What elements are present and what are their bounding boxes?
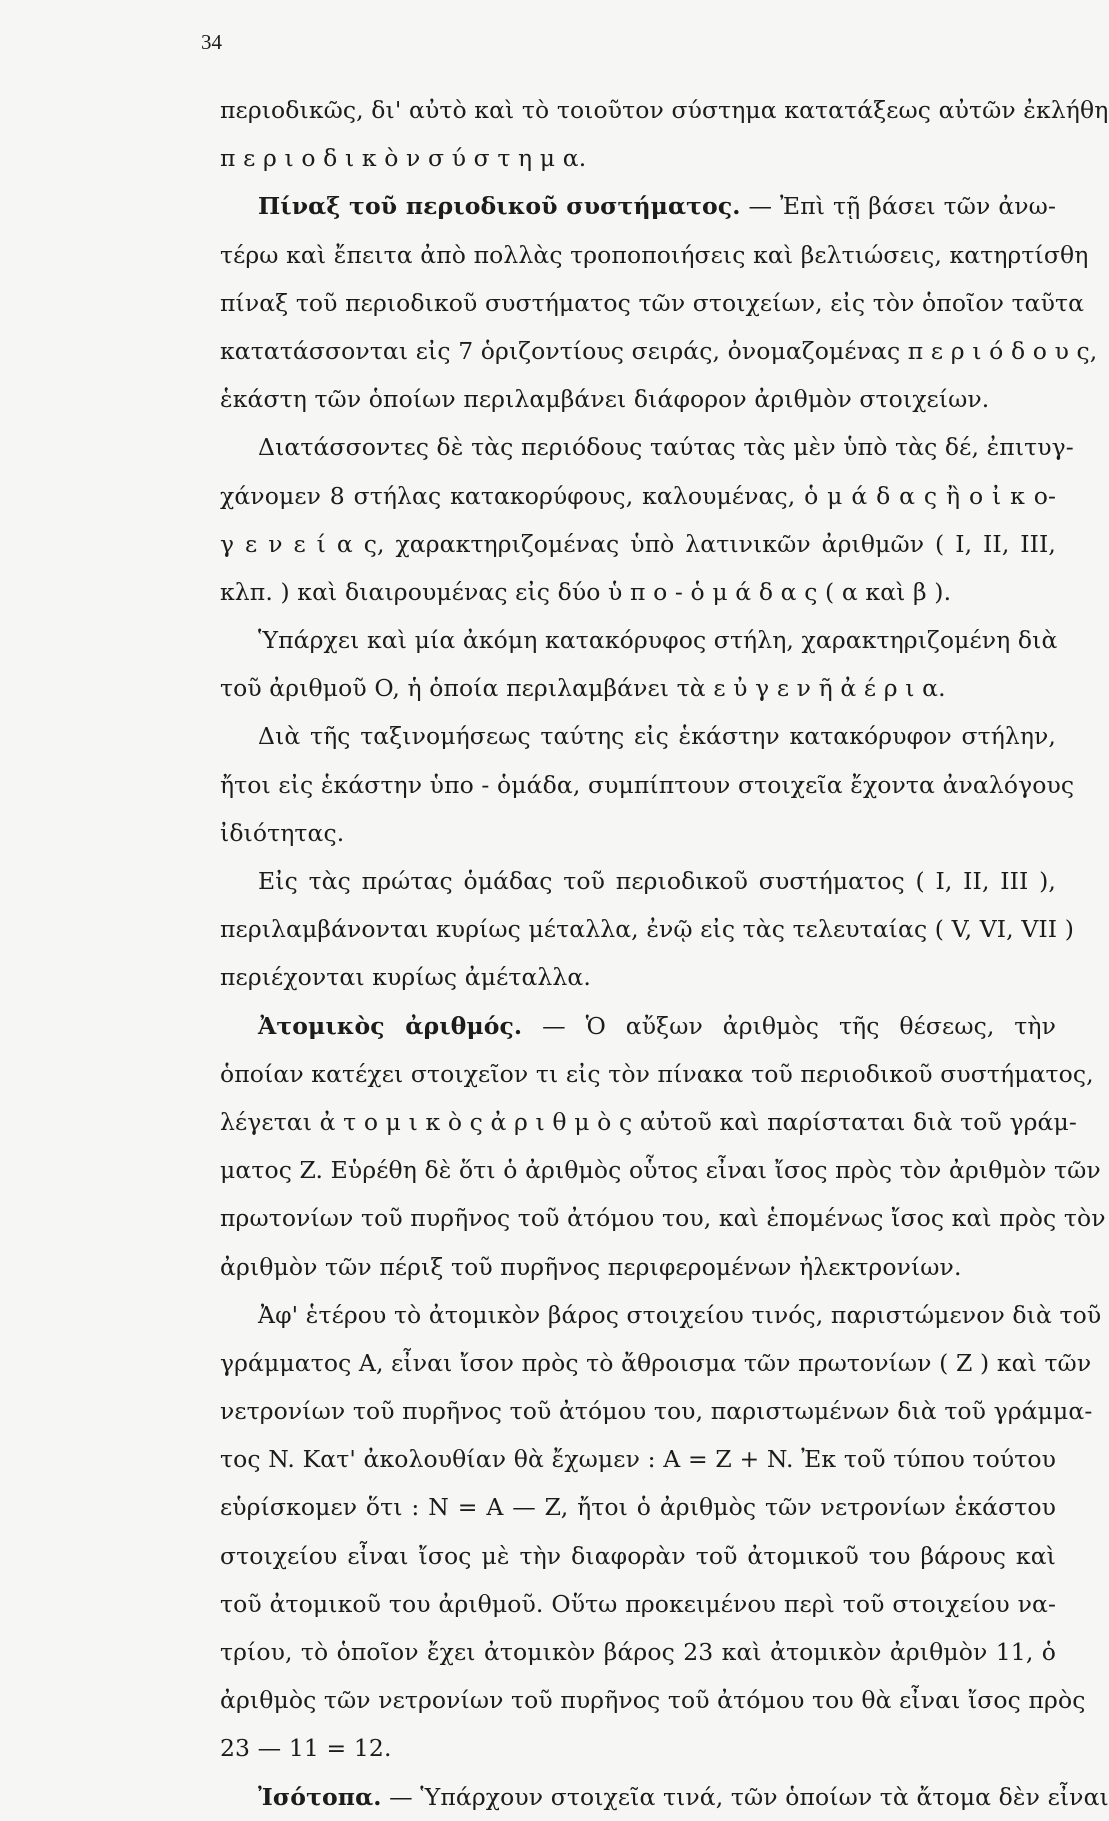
text-line: [220, 1194, 1106, 1242]
text-line: [220, 1580, 1056, 1628]
line-text: κλπ. ) καὶ διαιρουμένας εἰς δύο ὑ π ο - ὁ μ ά δ α ς ( α καὶ β ).: [220, 577, 952, 606]
line-text: τρίου, τὸ ὁποῖον ἔχει ἀτομικὸν βάρος 23 καὶ ἀτομικὸν ἀριθμὸν 11, ὁ: [220, 1638, 1056, 1666]
line-text: τοῦ ἀριθμοῦ O, ἡ ὁποία περιλαμβάνει τὰ ε ὐ γ ε ν ῆ ἀ έ ρ ι α.: [220, 674, 946, 703]
line-text: ματος Z. Εὑρέθη δὲ ὅτι ὁ ἀριθμὸς οὗτος εἶναι ἴσος πρὸς τὸν ἀριθμὸν τῶν: [220, 1156, 1101, 1185]
section-heading: Πίναξ τοῦ περιοδικοῦ συστήματος.: [258, 192, 741, 221]
line-text: Εἰς τὰς πρώτας ὁμάδας τοῦ περιοδικοῦ συστήματος ( I, II, III ),: [258, 867, 1056, 895]
line-text: Διὰ τῆς ταξινομήσεως ταύτης εἰς ἑκάστην κατακόρυφον στήλην,: [258, 722, 1056, 751]
line-text: — Ὑπάρχουν στοιχεῖα τινά, τῶν ὁποίων τὰ ἄτομα δὲν εἶναι: [381, 1782, 1109, 1811]
line-text: στοιχείου εἶναι ἴσος μὲ τὴν διαφορὰν τοῦ ἀτομικοῦ του βάρους καὶ: [220, 1541, 1056, 1570]
text-line: [220, 423, 1074, 471]
body-text: [220, 86, 1109, 1821]
text-line: [220, 520, 1056, 568]
text-line: [220, 1435, 1056, 1483]
line-text: ἀριθμὸς τῶν νετρονίων τοῦ πυρῆνος τοῦ ἀτόμου του θὰ εἶναι ἴσος πρὸς: [220, 1686, 1086, 1715]
line-text: τέρω καὶ ἔπειτα ἀπὸ πολλὰς τροποποιήσεις καὶ βελτιώσεις, κατηρτίσθη: [220, 240, 1089, 269]
line-text: πίναξ τοῦ περιοδικοῦ συστήματος τῶν στοιχείων, εἰς τὸν ὁποῖον ταῦτα: [220, 288, 1085, 317]
line-text: εὑρίσκομεν ὅτι : N = A — Z, ἤτοι ὁ ἀριθμὸς τῶν νετρονίων ἑκάστου: [220, 1493, 1056, 1522]
text-line: [220, 1002, 1056, 1050]
text-line: [220, 86, 1109, 134]
text-line: [220, 1098, 1077, 1146]
text-line: [220, 1483, 1056, 1531]
text-line: [220, 375, 1056, 423]
text-line: [220, 1291, 1102, 1339]
line-text: — Ὁ αὔξων ἀριθμὸς τῆς θέσεως, τὴν: [522, 1011, 1056, 1040]
line-text: τοῦ ἀτομικοῦ του ἀριθμοῦ. Οὕτω προκειμένου περὶ τοῦ στοιχείου να-: [220, 1589, 1056, 1618]
text-line: [220, 1339, 1092, 1387]
text-line: [220, 568, 1056, 616]
section-heading: Ἀτομικὸς ἀριθμός.: [258, 1011, 523, 1040]
text-line: [220, 231, 1089, 279]
line-text: πρωτονίων τοῦ πυρῆνος τοῦ ἀτόμου του, καὶ ἑπομένως ἴσος καὶ πρὸς τὸν: [220, 1204, 1106, 1233]
line-text: κατατάσσονται εἰς 7 ὁριζοντίους σειράς, ὀνομαζομένας π ε ρ ι ό δ ο υ ς,: [220, 336, 1098, 365]
text-line: [220, 279, 1085, 327]
text-line: [220, 857, 1056, 905]
text-line: [220, 905, 1075, 953]
line-text: περιοδικῶς, δι' αὐτὸ καὶ τὸ τοιοῦτον σύστημα κατατάξεως αὐτῶν ἐκλήθη: [220, 96, 1109, 124]
text-line: [220, 1532, 1056, 1580]
text-line: [220, 327, 1098, 375]
line-text: π ε ρ ι ο δ ι κ ὸ ν σ ύ σ τ η μ α.: [220, 144, 587, 173]
text-line: [220, 1724, 1056, 1772]
text-line: [220, 809, 1056, 857]
line-text: λέγεται ἀ τ ο μ ι κ ὸ ς ἀ ρ ι θ μ ὸ ς αὐτοῦ καὶ παρίσταται διὰ τοῦ γράμ-: [220, 1107, 1077, 1136]
text-line: [220, 616, 1056, 664]
line-text: χάνομεν 8 στήλας κατακορύφους, καλουμένας, ὁ μ ά δ α ς ἢ ο ἰ κ ο-: [220, 481, 1056, 510]
line-text: ἀριθμὸν τῶν πέριξ τοῦ πυρῆνος περιφερομένων ἠλεκτρονίων.: [220, 1252, 962, 1281]
text-line: [220, 664, 1056, 712]
page-number: 34: [201, 30, 222, 54]
line-text: Ὑπάρχει καὶ μία ἀκόμη κατακόρυφος στήλη, χαρακτηριζομένη διὰ: [258, 626, 1058, 655]
text-line: [220, 472, 1056, 520]
text-line: [220, 182, 1056, 230]
line-text: ἰδιότητας.: [220, 818, 345, 847]
line-text: γ ε ν ε ί α ς, χαρακτηριζομένας ὑπὸ λατινικῶν ἀριθμῶν ( I, II, III,: [220, 529, 1056, 558]
line-text: γράμματος A, εἶναι ἴσον πρὸς τὸ ἄθροισμα τῶν πρωτονίων ( Z ) καὶ τῶν: [220, 1348, 1092, 1377]
line-text: ἤτοι εἰς ἑκάστην ὑπο - ὁμάδα, συμπίπτουν στοιχεῖα ἔχοντα ἀναλόγους: [220, 770, 1075, 799]
line-text: ἑκάστη τῶν ὁποίων περιλαμβάνει διάφορον ἀριθμὸν στοιχείων.: [220, 385, 990, 414]
line-text: Ἀφ' ἑτέρου τὸ ἀτομικὸν βάρος στοιχείου τινός, παριστώμενον διὰ τοῦ: [258, 1300, 1102, 1329]
text-line: [220, 1050, 1094, 1098]
text-line: [220, 712, 1056, 760]
line-text: Διατάσσοντες δὲ τὰς περιόδους ταύτας τὰς μὲν ὑπὸ τὰς δέ, ἐπιτυγ-: [258, 433, 1074, 462]
line-text: 23 — 11 = 12.: [220, 1734, 392, 1763]
line-text: περιλαμβάνονται κυρίως μέταλλα, ἐνῷ εἰς τὰς τελευταίας ( V, VI, VII ): [220, 915, 1075, 944]
text-line: [220, 1243, 1056, 1291]
text-line: [220, 1676, 1086, 1724]
line-text: περιέχονται κυρίως ἀμέταλλα.: [220, 963, 591, 992]
text-line: [220, 1146, 1101, 1194]
text-line: [220, 953, 1056, 1001]
text-line: [220, 1773, 1109, 1821]
text-line: [220, 1387, 1093, 1435]
text-line: [220, 1628, 1056, 1676]
text-line: [220, 134, 1056, 182]
line-text: — Ἐπὶ τῇ βάσει τῶν ἀνω-: [740, 192, 1056, 221]
text-line: [220, 761, 1075, 809]
section-heading: Ἰσότοπα.: [258, 1782, 382, 1811]
line-text: νετρονίων τοῦ πυρῆνος τοῦ ἀτόμου του, παριστωμένων διὰ τοῦ γράμμα-: [220, 1397, 1093, 1426]
line-text: ὁποίαν κατέχει στοιχεῖον τι εἰς τὸν πίνακα τοῦ περιοδικοῦ συστήματος,: [220, 1059, 1094, 1088]
line-text: τος N. Κατ' ἀκολουθίαν θὰ ἔχωμεν : A = Z + N. Ἐκ τοῦ τύπου τούτου: [220, 1445, 1056, 1474]
